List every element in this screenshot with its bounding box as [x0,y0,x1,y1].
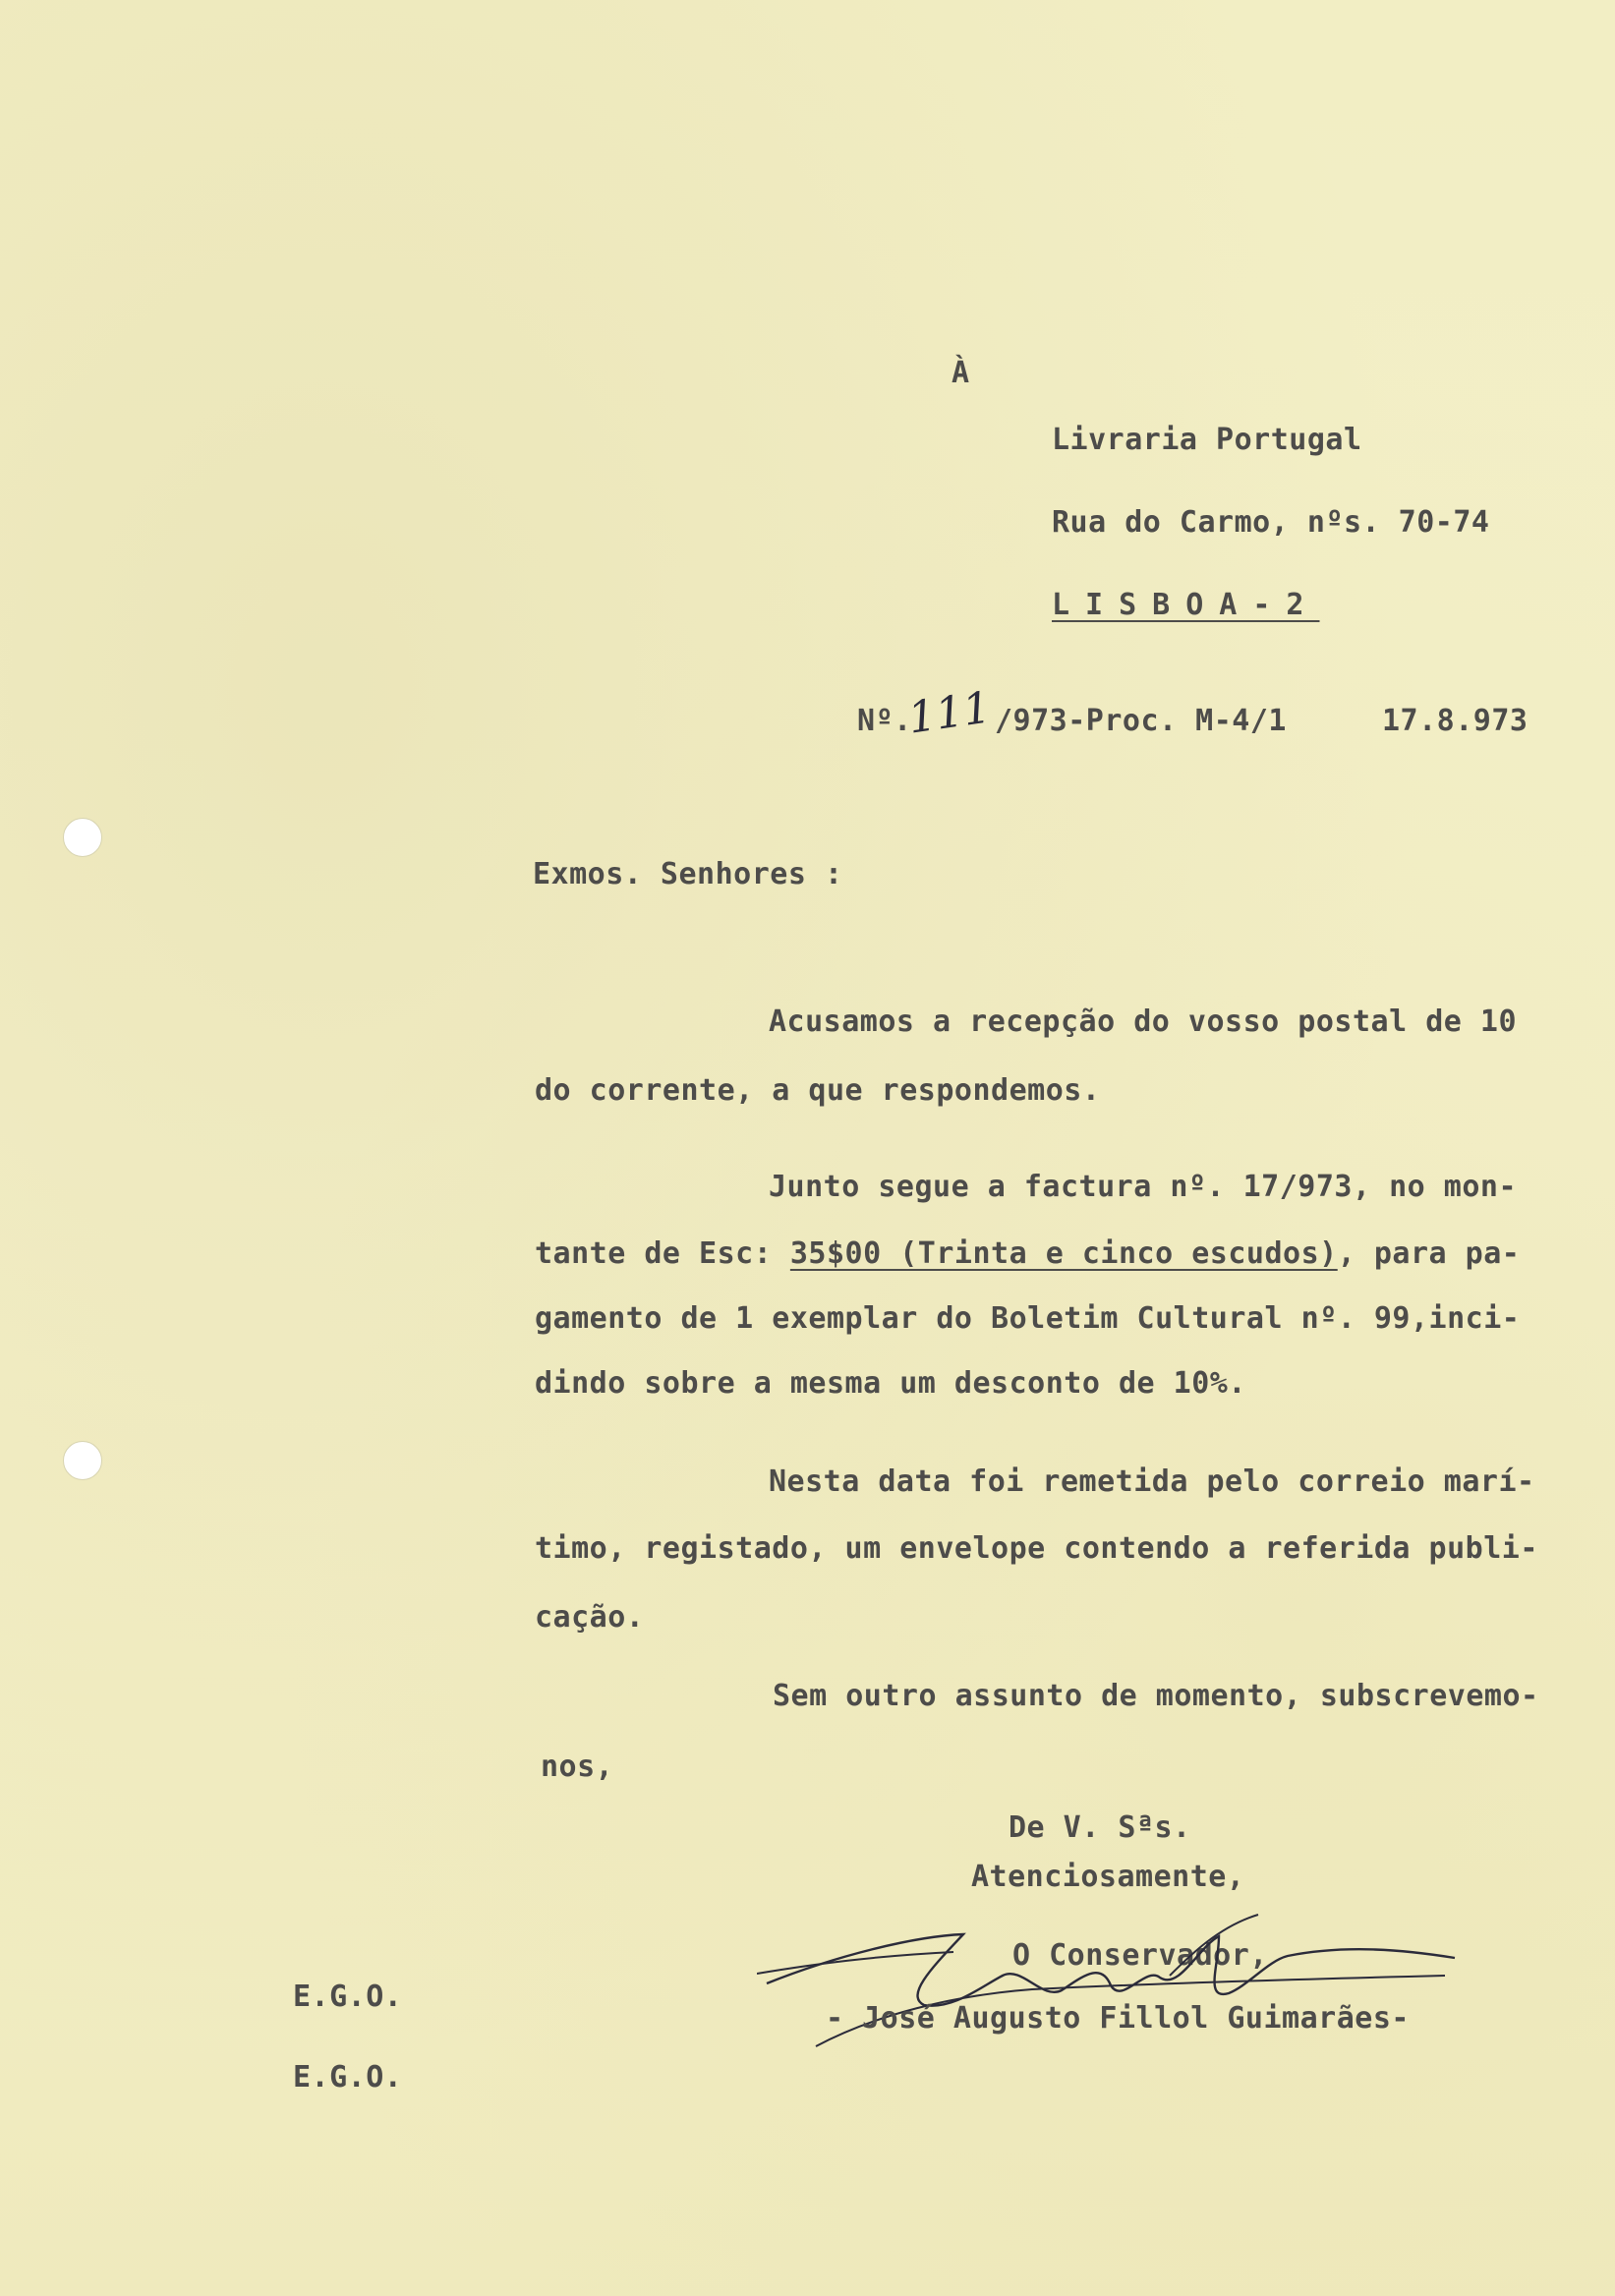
reference-prefix: Nº. [857,704,912,738]
body-p2-line2-start: tante de Esc: [535,1236,773,1271]
salutation: Exmos. Senhores : [533,857,843,891]
handwritten-reference-number: 111 [904,682,995,744]
addressee-name: Livraria Portugal [1052,423,1362,457]
letter-date: 17.8.973 [1382,704,1528,738]
body-p4-line2: nos, [541,1750,614,1784]
reference-suffix: /973-Proc. M-4/1 [995,704,1287,738]
closing-line2: Atenciosamente, [971,1860,1245,1894]
body-p3-line2: timo, registado, um envelope contendo a referida publi- [535,1531,1538,1566]
body-p2-line2 [535,1236,1520,1271]
body-p3-line1: Nesta data foi remetida pelo correio marí- [769,1464,1535,1499]
addressee-prefix: À [952,356,970,390]
signatory-name: - José Augusto Fillol Guimarães- [826,2001,1410,2036]
body-p2-line4: dindo sobre a mesma um desconto de 10%. [535,1366,1246,1401]
addressee-street: Rua do Carmo, nºs. 70-74 [1052,505,1490,540]
body-p2-line3: gamento de 1 exemplar do Boletim Cultural nº. 99,inci- [535,1301,1521,1336]
signatory-title: O Conservador, [1012,1938,1268,1973]
initials-line1: E.G.O. [293,1980,403,2014]
body-p1-line1: Acusamos a recepção do vosso postal de 10 [769,1004,1518,1039]
body-p2-line2-end: , para pa- [1337,1236,1521,1271]
punch-hole-top [63,818,102,857]
punch-hole-bottom [63,1441,102,1480]
addressee-city: LISBOA-2 [1052,588,1320,622]
body-p4-line1: Sem outro assunto de momento, subscrevemo- [773,1679,1539,1713]
initials-line2: E.G.O. [293,2060,403,2095]
body-p1-line2: do corrente, a que respondemos. [535,1073,1101,1108]
body-p3-line3: cação. [535,1600,645,1635]
body-p2-line1: Junto segue a factura nº. 17/973, no mon- [769,1170,1518,1204]
closing-line1: De V. Sªs. [1009,1810,1191,1845]
invoice-amount: 35$00 (Trinta e cinco escudos) [789,1236,1338,1271]
